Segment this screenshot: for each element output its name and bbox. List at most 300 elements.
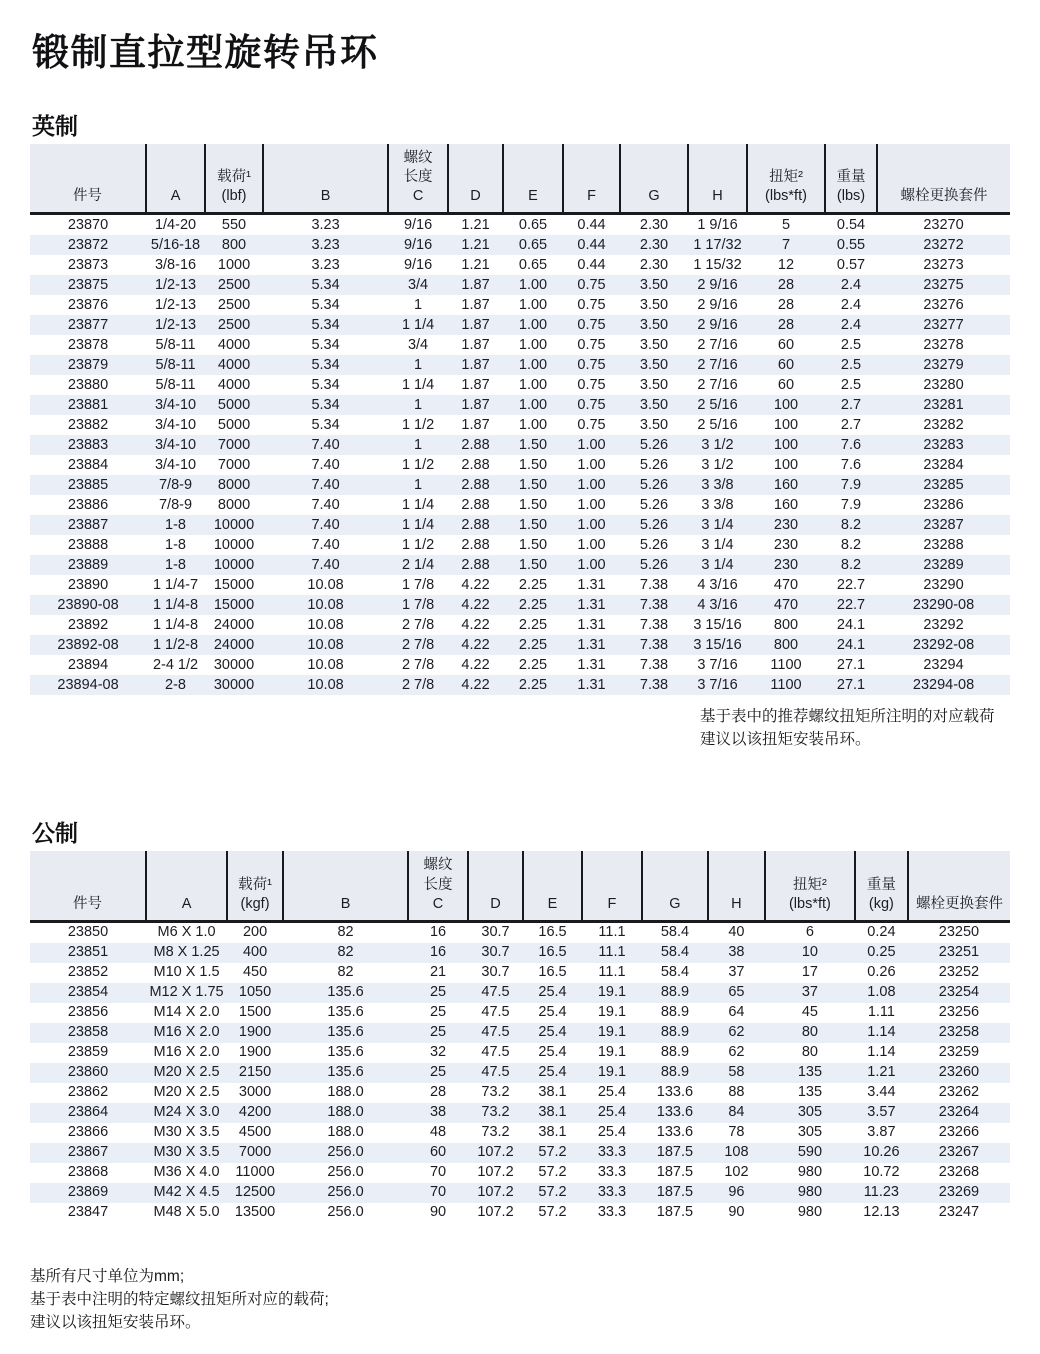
cell: 256.0	[327, 1204, 364, 1221]
cell: 10.08	[307, 677, 344, 694]
cell: 3.50	[639, 397, 669, 414]
cell: 133.6	[656, 1124, 694, 1141]
table-row	[30, 435, 1010, 455]
cell: 1.50	[518, 537, 548, 554]
cell: 10.26	[863, 1144, 900, 1161]
table-row	[30, 1083, 1010, 1103]
cell: 23267	[938, 1144, 980, 1161]
cell: 160	[773, 497, 799, 514]
cell: 88.9	[660, 1044, 690, 1061]
column-header: 载荷¹ (lbf)	[205, 144, 263, 214]
cell: 23277	[923, 317, 964, 334]
cell: 5.26	[639, 497, 669, 514]
cell: 1100	[770, 677, 802, 694]
cell: 7/8-9	[158, 497, 193, 514]
cell: 1.00	[518, 317, 548, 334]
cell: 23875	[67, 277, 109, 294]
cell: 0.75	[577, 397, 606, 414]
cell: 15000	[213, 597, 255, 614]
cell: 4.22	[461, 597, 490, 614]
cell: 90	[728, 1204, 745, 1221]
cell: 1-8	[165, 557, 186, 574]
cell: M30 X 3.5	[153, 1144, 220, 1161]
cell: 45	[801, 1004, 818, 1021]
table-row	[30, 475, 1010, 495]
metric-section	[30, 815, 1010, 1222]
cell: 47.5	[481, 1064, 510, 1081]
cell: 0.65	[518, 257, 548, 274]
cell: 1.21	[867, 1064, 896, 1081]
cell: 1.08	[867, 984, 896, 1001]
cell: 3.57	[867, 1104, 896, 1121]
cell: 7000	[217, 457, 251, 474]
cell: 23869	[67, 1184, 109, 1201]
cell: 23894	[67, 657, 109, 674]
cell: 78	[728, 1124, 745, 1141]
cell: 1 1/2	[401, 457, 435, 474]
cell: 2.5	[840, 357, 862, 374]
cell: 60	[429, 1144, 447, 1161]
cell: 256.0	[327, 1164, 364, 1181]
cell: 4.22	[461, 617, 490, 634]
cell: 2 1/4	[401, 557, 435, 574]
table-row	[30, 921, 1010, 943]
cell: 3.50	[639, 377, 669, 394]
cell: 23879	[67, 357, 109, 374]
cell: 2.7	[840, 397, 862, 414]
cell: 7.40	[311, 437, 340, 454]
cell: 2.88	[461, 437, 490, 454]
cell: 100	[773, 417, 799, 434]
cell: 84	[728, 1104, 745, 1121]
cell: 38.1	[538, 1104, 567, 1121]
cell: 256.0	[327, 1144, 364, 1161]
cell: 3.50	[639, 277, 669, 294]
cell: 3 3/8	[701, 497, 734, 514]
cell: 0.44	[577, 237, 606, 254]
cell: 12	[777, 257, 795, 274]
cell: 1100	[770, 657, 802, 674]
cell: 5.26	[639, 517, 669, 534]
cell: 30.7	[481, 944, 510, 961]
cell: 0.26	[867, 964, 896, 981]
cell: 23283	[923, 437, 964, 454]
cell: M12 X 1.75	[149, 984, 224, 1001]
cell: 23892-08	[57, 637, 119, 654]
cell: 23272	[923, 237, 964, 254]
cell: 1.21	[461, 257, 490, 274]
cell: 2 7/8	[401, 657, 435, 674]
cell: 2.30	[639, 257, 669, 274]
cell: 5.34	[311, 297, 340, 314]
cell: 2150	[238, 1064, 272, 1081]
cell: 23288	[923, 537, 964, 554]
column-header: 扭矩² (lbs*ft)	[765, 851, 855, 921]
cell: 88.9	[660, 984, 690, 1001]
cell: 22.7	[836, 597, 866, 614]
cell: 7000	[238, 1144, 272, 1161]
cell: 12500	[234, 1184, 276, 1201]
cell: 2.30	[639, 237, 669, 254]
cell: 5000	[217, 417, 251, 434]
cell: 23876	[67, 297, 109, 314]
cell: 15000	[213, 577, 255, 594]
cell: 23256	[938, 1004, 980, 1021]
cell: 2 9/16	[697, 277, 738, 294]
cell: 3.50	[639, 337, 669, 354]
metric-table-body	[30, 921, 1010, 1223]
cell: 27.1	[836, 657, 866, 674]
cell: 2.88	[461, 537, 490, 554]
cell: 0.25	[867, 944, 896, 961]
cell: 0.57	[836, 257, 866, 274]
cell: 3/4	[407, 337, 429, 354]
cell: 33.3	[597, 1164, 627, 1181]
header-row	[30, 144, 1010, 214]
cell: 10000	[213, 517, 255, 534]
cell: 1.31	[577, 597, 606, 614]
cell: 1.00	[577, 477, 606, 494]
cell: 38	[429, 1104, 447, 1121]
cell: 1.87	[461, 417, 490, 434]
cell: 7.40	[311, 477, 340, 494]
cell: 19.1	[597, 1064, 627, 1081]
cell: 16.5	[538, 924, 567, 941]
cell: 62	[728, 1024, 745, 1041]
cell: 23280	[923, 377, 964, 394]
cell: 23890-08	[57, 597, 119, 614]
cell: 3/4-10	[154, 457, 197, 474]
cell: 5.34	[311, 377, 340, 394]
cell: 23292	[923, 617, 964, 634]
cell: 8.2	[840, 537, 862, 554]
cell: 1900	[238, 1024, 272, 1041]
cell: 10000	[213, 557, 255, 574]
imperial-section-label: 英制	[32, 113, 78, 139]
cell: 1 9/16	[697, 217, 738, 234]
cell: 1.14	[867, 1044, 896, 1061]
cell: 1.00	[518, 297, 548, 314]
cell: 47.5	[481, 1044, 510, 1061]
table-row	[30, 1003, 1010, 1023]
footer-notes	[30, 1265, 1010, 1334]
cell: 27.1	[836, 677, 866, 694]
cell: 108	[724, 1144, 749, 1161]
cell: 23282	[923, 417, 964, 434]
cell: 19.1	[597, 1044, 627, 1061]
table-row	[30, 1163, 1010, 1183]
cell: 70	[429, 1164, 447, 1181]
cell: M20 X 2.5	[153, 1064, 220, 1081]
cell: 73.2	[481, 1104, 510, 1121]
cell: 1.00	[577, 497, 606, 514]
cell: 30.7	[481, 964, 510, 981]
cell: 88.9	[660, 1024, 690, 1041]
cell: 23276	[923, 297, 964, 314]
cell: 25.4	[538, 1044, 567, 1061]
cell: 135.6	[327, 1064, 364, 1081]
cell: 5000	[217, 397, 251, 414]
cell: 2.30	[639, 217, 669, 234]
cell: 7.38	[639, 577, 669, 594]
cell: 187.5	[656, 1164, 694, 1181]
cell: 5.34	[311, 357, 340, 374]
cell: 4000	[217, 337, 251, 354]
cell: 102	[724, 1164, 749, 1181]
cell: 23850	[67, 924, 109, 941]
cell: 5.34	[311, 397, 340, 414]
cell: 23275	[923, 277, 964, 294]
cell: 80	[801, 1044, 818, 1061]
cell: 2.25	[518, 617, 548, 634]
cell: 0.75	[577, 417, 606, 434]
table-row	[30, 555, 1010, 575]
metric-table-header	[30, 851, 1010, 921]
cell: M42 X 4.5	[153, 1184, 220, 1201]
page-title: 锻制直拉型旋转吊环	[32, 32, 379, 73]
table-row	[30, 395, 1010, 415]
cell: 23294	[923, 657, 964, 674]
cell: 23873	[67, 257, 109, 274]
cell: 23867	[67, 1144, 109, 1161]
cell: 4500	[238, 1124, 272, 1141]
cell: 88.9	[660, 1064, 690, 1081]
cell: 23851	[67, 944, 109, 961]
cell: 1.00	[577, 557, 606, 574]
cell: 9/16	[403, 257, 433, 274]
cell: 1.00	[577, 457, 606, 474]
cell: 16.5	[538, 964, 567, 981]
cell: 2.7	[840, 417, 862, 434]
column-header: 重量 (lbs)	[825, 144, 877, 214]
table-row	[30, 963, 1010, 983]
cell: 1-8	[165, 537, 186, 554]
column-header: 螺栓更换套件	[877, 144, 1010, 214]
cell: 3 1/4	[701, 517, 734, 534]
cell: 10.72	[863, 1164, 900, 1181]
cell: 24.1	[836, 637, 866, 654]
cell: 1.00	[577, 437, 606, 454]
cell: 7.40	[311, 497, 340, 514]
cell: 1.00	[518, 337, 548, 354]
cell: 5.26	[639, 557, 669, 574]
cell: 1.87	[461, 377, 490, 394]
footer-note-line: 建议以该扭矩安装吊环。	[30, 1313, 201, 1331]
cell: 23847	[67, 1204, 109, 1221]
cell: 1 1/4	[401, 377, 435, 394]
cell: 11.1	[598, 944, 626, 961]
cell: 2.4	[840, 277, 862, 294]
cell: 1 1/2	[401, 417, 435, 434]
cell: 188.0	[327, 1084, 364, 1101]
cell: 23258	[938, 1024, 980, 1041]
cell: 2.25	[518, 657, 548, 674]
cell: 1 1/4-7	[152, 577, 199, 594]
cell: 23862	[67, 1084, 109, 1101]
cell: 1	[414, 477, 423, 494]
cell: 23264	[938, 1104, 980, 1121]
cell: 25	[429, 984, 447, 1001]
cell: 5.26	[639, 537, 669, 554]
cell: 23266	[938, 1124, 980, 1141]
cell: 1.31	[577, 657, 606, 674]
column-header: D	[448, 144, 503, 214]
cell: 2 7/8	[401, 637, 435, 654]
cell: 33.3	[597, 1184, 627, 1201]
cell: 1.31	[577, 617, 606, 634]
cell: 13500	[234, 1204, 276, 1221]
cell: 8000	[217, 497, 251, 514]
cell: 3/4-10	[154, 437, 197, 454]
cell: 1000	[217, 257, 251, 274]
cell: 24000	[213, 617, 255, 634]
cell: 2500	[217, 317, 251, 334]
cell: 7.9	[840, 497, 862, 514]
cell: 1 7/8	[401, 577, 435, 594]
table-row	[30, 983, 1010, 1003]
cell: 1 1/4	[401, 497, 435, 514]
table-row	[30, 255, 1010, 275]
cell: 4.22	[461, 657, 490, 674]
cell: 135.6	[327, 984, 364, 1001]
cell: 1.00	[518, 417, 548, 434]
column-header: F	[582, 851, 642, 921]
cell: 3.50	[639, 357, 669, 374]
cell: 1.00	[577, 537, 606, 554]
table-row	[30, 355, 1010, 375]
cell: 550	[221, 217, 247, 234]
column-header: 重量 (kg)	[855, 851, 908, 921]
table-row	[30, 1123, 1010, 1143]
cell: 82	[337, 924, 354, 941]
cell: 23860	[67, 1064, 109, 1081]
cell: 3 15/16	[693, 617, 742, 634]
column-header: A	[146, 144, 205, 214]
cell: 4 3/16	[697, 597, 738, 614]
column-header: B	[283, 851, 408, 921]
cell: 0.65	[518, 217, 548, 234]
cell: 980	[797, 1204, 823, 1221]
cell: 60	[777, 377, 795, 394]
cell: 1 7/8	[401, 597, 435, 614]
cell: 1.87	[461, 297, 490, 314]
cell: 1.21	[461, 217, 490, 234]
cell: 11.1	[598, 964, 626, 981]
cell: 10.08	[307, 617, 344, 634]
cell: 3.87	[867, 1124, 896, 1141]
cell: 188.0	[327, 1124, 364, 1141]
cell: 1.50	[518, 477, 548, 494]
cell: 1.87	[461, 397, 490, 414]
table-row	[30, 295, 1010, 315]
cell: 107.2	[477, 1184, 514, 1201]
cell: 5.34	[311, 417, 340, 434]
footer-note-line: 基于表中注明的特定螺纹扭矩所对应的载荷;	[30, 1290, 329, 1308]
cell: 23892	[67, 617, 109, 634]
cell: M16 X 2.0	[153, 1044, 220, 1061]
table-row	[30, 455, 1010, 475]
table-row	[30, 515, 1010, 535]
cell: 5.26	[639, 437, 669, 454]
cell: 25.4	[597, 1104, 627, 1121]
cell: 57.2	[538, 1164, 567, 1181]
cell: M6 X 1.0	[157, 924, 216, 941]
cell: 187.5	[656, 1204, 694, 1221]
cell: 3.23	[311, 217, 340, 234]
cell: 2.5	[840, 337, 862, 354]
cell: 3 7/16	[697, 677, 738, 694]
cell: 1	[414, 357, 423, 374]
cell: 23864	[67, 1104, 109, 1121]
cell: 2.4	[840, 317, 862, 334]
cell: 7000	[217, 437, 251, 454]
cell: 1/2-13	[154, 277, 197, 294]
cell: 1 1/2-8	[152, 637, 199, 654]
table-row	[30, 1183, 1010, 1203]
cell: 23858	[67, 1024, 109, 1041]
imperial-spec-table	[30, 144, 1010, 695]
cell: 32	[429, 1044, 447, 1061]
cell: 23286	[923, 497, 964, 514]
cell: 1.50	[518, 497, 548, 514]
column-header: 件号	[30, 851, 146, 921]
cell: 23881	[67, 397, 109, 414]
cell: 23260	[938, 1064, 980, 1081]
cell: 450	[242, 964, 268, 981]
cell: 107.2	[477, 1144, 514, 1161]
cell: 800	[773, 637, 799, 654]
cell: M8 X 1.25	[153, 944, 220, 961]
cell: 0.55	[836, 237, 866, 254]
cell: 23877	[67, 317, 109, 334]
table-row	[30, 1043, 1010, 1063]
cell: 38.1	[538, 1084, 567, 1101]
cell: 10.08	[307, 657, 344, 674]
cell: 23285	[923, 477, 964, 494]
cell: 23250	[938, 924, 980, 941]
cell: 0.24	[867, 924, 896, 941]
cell: 1/2-13	[154, 297, 197, 314]
cell: 23290-08	[912, 597, 975, 614]
cell: 58.4	[660, 964, 690, 981]
column-header: H	[708, 851, 765, 921]
cell: 82	[337, 944, 354, 961]
cell: 0.75	[577, 277, 606, 294]
cell: 2.25	[518, 637, 548, 654]
cell: 0.54	[836, 217, 866, 234]
cell: 5.26	[639, 477, 669, 494]
cell: 1.31	[577, 637, 606, 654]
cell: 3 1/4	[701, 537, 734, 554]
table-row	[30, 1203, 1010, 1223]
cell: 2.88	[461, 497, 490, 514]
cell: 3/4	[407, 277, 429, 294]
cell: 25	[429, 1004, 447, 1021]
cell: 1.50	[518, 557, 548, 574]
cell: 24000	[213, 637, 255, 654]
cell: 16	[429, 944, 447, 961]
cell: 25.4	[538, 1064, 567, 1081]
column-header: G	[620, 144, 688, 214]
cell: 200	[242, 924, 268, 941]
cell: 23878	[67, 337, 109, 354]
cell: 2 7/8	[401, 677, 435, 694]
imperial-note-line: 建议以该扭矩安装吊环。	[700, 731, 871, 749]
cell: 135.6	[327, 1044, 364, 1061]
cell: 23890	[67, 577, 109, 594]
cell: 7.40	[311, 457, 340, 474]
cell: M16 X 2.0	[153, 1024, 220, 1041]
